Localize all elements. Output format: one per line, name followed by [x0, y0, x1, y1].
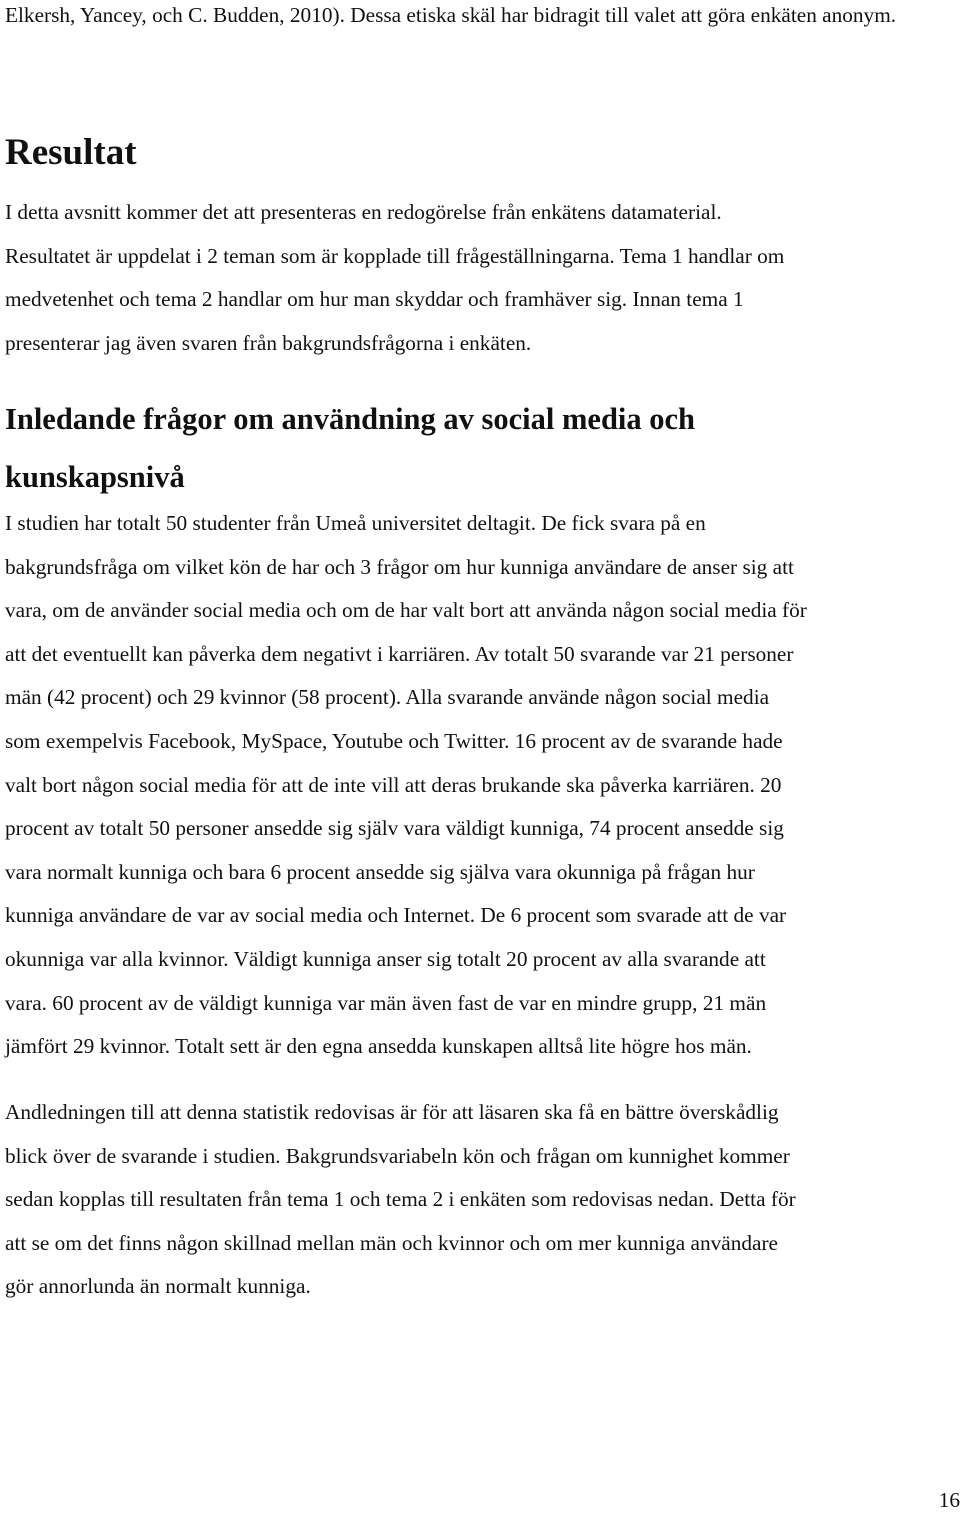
andledning-line: gör annorlunda än normalt kunniga. — [5, 1274, 311, 1299]
studien-line: jämfört 29 kvinnor. Totalt sett är den egna ansedda kunskapen alltså lite högre hos män. — [5, 1034, 752, 1059]
studien-line: vara, om de använder social media och om de har valt bort att använda någon social media för — [5, 598, 807, 623]
resultat-line: medvetenhet och tema 2 handlar om hur man skyddar och framhäver sig. Innan tema 1 — [5, 287, 744, 312]
andledning-paragraph — [5, 1091, 955, 1309]
resultat-line: Resultatet är uppdelat i 2 teman som är kopplade till frågeställningarna. Tema 1 handlar om — [5, 243, 785, 268]
resultat-line: presenterar jag även svaren från bakgrundsfrågorna i enkäten. — [5, 330, 532, 355]
andledning-line: Andledningen till att denna statistik redovisas är för att läsaren ska få en bättre överskådlig — [5, 1100, 779, 1124]
section-heading-inledande — [5, 390, 960, 506]
studien-line: kunniga användare de var av social media och Internet. De 6 procent som svarade att de var — [5, 903, 787, 928]
studien-line: bakgrundsfråga om vilket kön de har och 3 frågor om hur kunniga användare de anser sig att — [5, 554, 794, 579]
studien-line: vara normalt kunniga och bara 6 procent ansedde sig själva vara okunniga på frågan hur — [5, 859, 755, 884]
studien-paragraph — [5, 502, 960, 1069]
page-number: 16 — [938, 1488, 960, 1512]
studien-line: att det eventuellt kan påverka dem negativt i karriären. Av totalt 50 svarande var 21 personer — [5, 641, 794, 666]
section-heading-resultat: Resultat — [5, 132, 137, 173]
studien-line: procent av totalt 50 personer ansedde sig själv vara väldigt kunniga, 74 procent ansedde sig — [5, 816, 784, 841]
studien-line: okunniga var alla kvinnor. Väldigt kunniga anser sig totalt 20 procent av alla svarande att — [5, 946, 766, 971]
studien-line: I studien har totalt 50 studenter från Umeå universitet deltagit. De fick svara på en — [5, 511, 706, 535]
andledning-line: att se om det finns någon skillnad mellan män och kvinnor och om mer kunniga användare — [5, 1230, 778, 1255]
resultat-line: I detta avsnitt kommer det att presenteras en redogörelse från enkätens datamaterial. — [5, 200, 722, 224]
studien-line: som exempelvis Facebook, MySpace, Youtube och Twitter. 16 procent av de svarande hade — [5, 728, 783, 753]
resultat-paragraph — [5, 191, 953, 365]
studien-line: vara. 60 procent av de väldigt kunniga var män även fast de var en mindre grupp, 21 män — [5, 990, 767, 1015]
andledning-line: blick över de svarande i studien. Bakgrundsvariabeln kön och frågan om kunnighet kommer — [5, 1143, 790, 1168]
andledning-line: sedan kopplas till resultaten från tema 1 och tema 2 i enkäten som redovisas nedan. Detta för — [5, 1187, 796, 1212]
studien-line: valt bort någon social media för att de inte vill att deras brukande ska påverka karriären. 20 — [5, 772, 782, 797]
studien-line: män (42 procent) och 29 kvinnor (58 procent). Alla svarande använde någon social media — [5, 685, 770, 710]
heading-line: Inledande frågor om användning av social media och — [5, 402, 696, 436]
intro-text: Elkersh, Yancey, och C. Budden, 2010). Dessa etiska skäl har bidragit till valet att göra enkäten anonym. — [5, 3, 897, 27]
heading-line: kunskapsnivå — [5, 460, 185, 494]
intro-paragraph — [5, 0, 945, 38]
